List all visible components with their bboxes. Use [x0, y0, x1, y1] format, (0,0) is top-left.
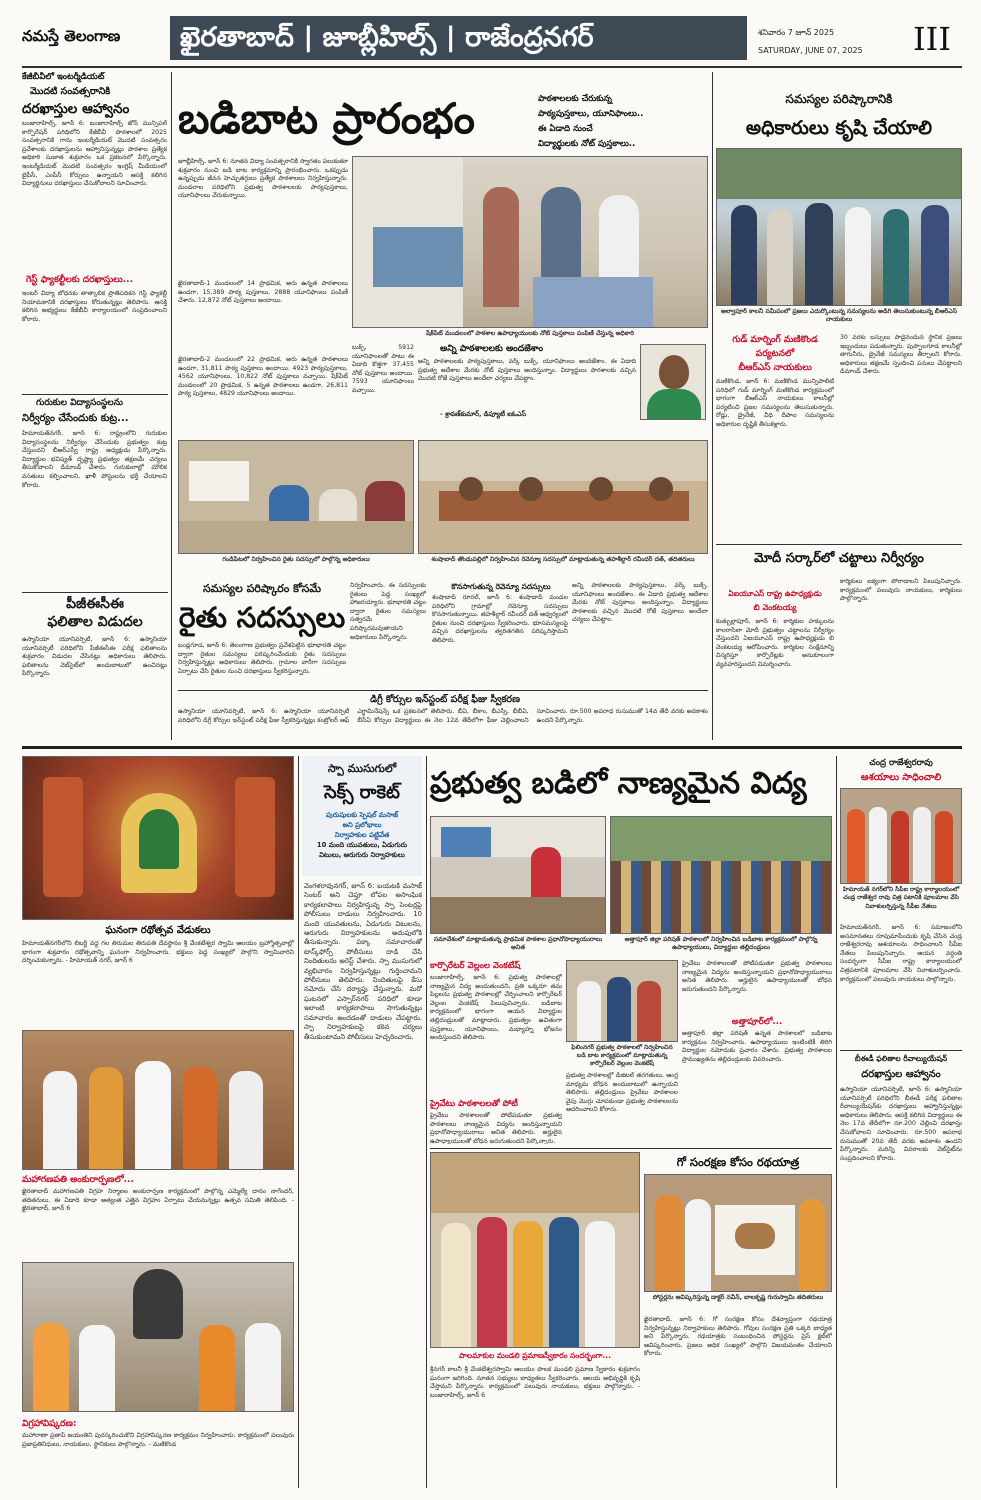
chariot-photo	[22, 756, 294, 920]
chariot-caption: ఘనంగా రథోత్సవ వేడుకలు	[105, 925, 211, 936]
mid-headline: రైతు సదస్సులు	[178, 601, 346, 634]
paper-name: నమస్తే తెలంగాణ	[22, 27, 121, 45]
rb-body: హిమాయత్‌నగర్, జూన్ 6: సమాజంలోని అసమానతలు రూపుమాపేందుకు కృషి చేసిన చండ్ర రాజేశ్వరరావు ఆశయాలను సాధించాలని సీపీఐ నేతలు పిలుపునిచ్చారు. ఆయన వర్ధంతి సందర్భంగా సీపీఐ రాష్ట్ర కార్యాలయంలో చిత్రపటానికి పూలమాల వేసి నివాళులర్పించారు. కార్యక్రమంలో పలువురు నాయకులు పాల్గొన్నారు.	[840, 924, 962, 983]
edu-photo-1	[430, 816, 606, 934]
ganapathi-body: ఖైరతాబాద్ మహాగణపతి విగ్రహ నిర్మాణం అంకురార్పణ కార్యక్రమంలో పాల్గొన్న ఎమ్మెల్యే దానం నాగేందర్, తదితరులు. ఈ ఏడాది కూడా అత్యంత ఎత్తైన విగ్రహం ఏర్పాటు చేయనున్నట్లు ఉత్సవ సమితి తెలిపింది. - ఖైరతాబాద్, జూన్ 6	[22, 1188, 294, 1213]
lead-bullet-2: పాఠ్యపుస్తకాలు, యూనిఫాంలు..	[538, 109, 644, 119]
right-top-sub2-2: బి వెంకటయ్య	[753, 603, 797, 612]
mid-photo-2-caption: శంషాబాద్ తొండుపల్లిలో నిర్వహించిన రెవెన్యూ సదస్సులో మాట్లాడుతున్న తహశీల్దార్ రవీందర్ దత్, తదితరులు	[431, 556, 695, 563]
racket-deck-5: విటులు, ఆరుగురు నిర్వాహకులు	[319, 851, 405, 859]
edu-photo-3-caption: ఫిలింనగర్ ప్రభుత్వ పాఠశాలలో నిర్వహించిన బడి బాట కార్యక్రమంలో మాట్లాడుతున్న కార్పొరేటర్ వెల్లంల వెంకటేష్	[571, 1044, 673, 1067]
right-top-body2: కుత్బుల్లాపూర్, జూన్ 6: కార్మికుల హక్కులను కాలరాసేలా మోదీ ప్రభుత్వం చట్టాలను నిర్వీర్యం చేస్తుందని ఏఐయూఎస్ రాష్ట్ర ఉపాధ్యక్షుడు బి వెంకటయ్య ఆరోపించారు. కార్మికుల సంక్షేమాన్ని విస్మరిస్తూ కార్పొరేట్లకు అనుకూలంగా వ్యవహరిస్తుందని విమర్శించారు.	[716, 618, 834, 668]
chariot-body: హిమాయత్‌నగర్‌లోని లిబర్టీ వద్ద గల తిరుమల తిరుపతి దేవస్థానం శ్రీ వేంకటేశ్వర స్వామి ఆలయం బ్రహ్మోత్సవాల్లో భాగంగా శుక్రవారం రథోత్సవాన్ని ఘనంగా నిర్వహించారు. భక్తులు పెద్ద సంఖ్యలో పాల్గొని స్వామివారిని దర్శించుకున్నారు. - హిమాయత్ నగర్, జూన్ 6	[22, 940, 294, 965]
racket-headline: సెక్స్ రాకెట్	[324, 782, 400, 803]
right-top-body-b: 30 వరకు బస్సులు పాడైనందున స్థానిక ప్రజలు ఇబ్బందులు పడుతున్నారు. పుప్పాలగూడ కాలనీల్లో తాగునీరు, డ్రైనేజీ సమస్యలు తీర్చాలని కోరారు. అధికారులు తక్షణమే స్పందించి పనులు చేపట్టాలని డిమాండ్ చేశారు.	[840, 334, 962, 376]
ganapathi-photo	[22, 1030, 294, 1170]
mid-photo-1-caption: గండిపేటలో నిర్వహించిన రైతు సదస్సులో పాల్గొన్న అధికారులు	[222, 556, 370, 563]
degree-rule	[178, 690, 708, 691]
rb-photo-caption: హిమాయత్ నగర్‌లోని సీపీఐ రాష్ట్ర కార్యాలయంలో చండ్ర రాజేశ్వర రావు చిత్ర పటానికి పూలమాల వేసి నివాళులర్పిస్తున్న సీపీఐ నేతలు	[842, 886, 960, 910]
date-english: SATURDAY, JUNE 07, 2025	[758, 46, 863, 55]
section-banner-title: ఖైరతాబాద్ | జూబ్లీహిల్స్ | రాజేంద్రనగర్	[180, 22, 594, 53]
lead-photo-caption: షేక్‌పేట్ మండలంలో పాఠశాల ఉపాధ్యాయులకు నోట్ పుస్తకాలు పంపిణీ చేస్తున్న అధికారి	[426, 330, 634, 337]
racket-body: వెంగళరావునగర్, జూన్ 6: బయటకి మసాజ్ సెంటర్ అని చెప్తూ లోపల అసాంఘిక కార్యకలాపాలు నిర్వహిస్తున్న స్పా సెంటర్లపై పోలీసులు దాడులు నిర్వహించారు. 10 మంది యువతులను, ఏడుగురు విటులను, ఆరుగురు నిర్వాహకులను అదుపులోకి తీసుకున్నారు. పక్కా సమాచారంతో టాస్క్‌ఫోర్స్ పోలీసులు దాడి చేసి నిందితులను అరెస్ట్ చేశారు. స్పా ముసుగులో వ్యభిచారం నిర్వహిస్తున్నట్లు గుర్తించామని పోలీసులు తెలిపారు. నిందితులపై కేసు నమోదు చేసి దర్యాప్తు చేస్తున్నారు. మరో ఘటనలో ఎస్సార్‌నగర్ పరిధిలో కూడా ఇలాంటి కార్యకలాపాలు సాగుతున్నట్లు సమాచారం అందడంతో దాడులు చేపట్టారు. స్పా నిర్వాహకులపై కఠిన చర్యలు తీసుకుంటామని పోలీసులు హెచ్చరించారు.	[304, 882, 422, 1041]
statue-caption-red: విగ్రహావిష్కరణ:	[22, 1419, 77, 1429]
edu-rule	[430, 1148, 832, 1149]
edu-photo-3	[566, 960, 678, 1042]
col1-body2: ఇంటర్ విద్యా బోధనకు తాత్కాలిక ప్రాతిపదికన గెస్ట్ ఫ్యాకల్టీ నియామకానికి దరఖాస్తులు కోరుతున్నట్లు తెలిపారు. ఆసక్తి కలిగిన అభ్యర్థులు కేజీబీవీ కార్యాలయంలో సంప్రదించాలని కోరారు.	[22, 290, 167, 323]
rb-body2: ఉస్మానియా యూనివర్సిటీ, జూన్ 6: ఉస్మానియా యూనివర్సిటీ పరిధిలోని బీఈడీ పరీక్ష ఫలితాల రీవాల్యుయేషన్‌కు దరఖాస్తులు ఆహ్వానిస్తున్నట్లు అధికారులు తెలిపారు. ఆసక్తి కలిగిన విద్యార్థులు ఈ నెల 17వ తేదీలోగా రూ.200 చెల్లించి దరఖాస్తు చేసుకోవాలని సూచించారు. రూ.500 అపరాధ రుసుముతో 20వ తేదీ వరకు అవకాశం ఉందని పేర్కొన్నారు. మరిన్ని వివరాలకు వెబ్‌సైట్‌ను సంప్రదించాలని కోరారు.	[840, 1086, 962, 1162]
edu-body-col3-text: ప్రైవేటు పాఠశాలలతో పోటీపడుతూ ప్రభుత్వ పాఠశాలలు నాణ్యమైన విద్యను అందిస్తున్నాయని ప్రధానోపాధ్యాయురాలు అనిత తెలిపారు. అర్హులైన ఉపాధ్యాయులతో బోధన జరుగుతుందని పేర్కొన్నారు.	[682, 960, 832, 993]
cow-photo	[644, 1174, 832, 1292]
rb-photo	[840, 788, 962, 884]
mid-body2: శంషాబాద్ రూరల్, జూన్ 6: శంషాబాద్ మండల పరిధిలోని గ్రామాల్లో రెవెన్యూ సదస్సులు కొనసాగుతున్నాయి. తహశీల్దార్ రవీందర్ దత్ ఆధ్వర్యంలో రైతుల నుంచి దరఖాస్తులు స్వీకరించారు. భూసమస్యలపై వచ్చిన దరఖాస్తులను త్వరితగతిన పరిష్కరిస్తామని తెలిపారు.	[432, 594, 568, 644]
col1-head3: పీజీఈసీఈ	[66, 596, 124, 612]
ganapathi-caption-red: మహాగణపతి అంకురార్పణలో...	[22, 1175, 134, 1185]
lead-photo	[352, 156, 708, 328]
right-top-subhead-1: గుడ్ మార్నింగ్ మణికొండ	[732, 335, 818, 345]
lead-bullet-1: పాఠశాలలకు చేరుకున్న	[538, 94, 613, 104]
mid-body: బండ్లగూడ, జూన్ 6: తెలంగాణ ప్రభుత్వం ప్రవేశపెట్టిన భూభారతి చట్టం ద్వారా రైతుల సమస్యలు పరిష్కరించేందుకు రైతు సదస్సులు నిర్వహిస్తున్నట్లు అధికారులు తెలిపారు. గ్రామాల వారీగా సదస్సులు ఏర్పాటు చేసి రైతుల నుంచి దరఖాస్తులు స్వీకరిస్తున్నారు.	[178, 642, 346, 675]
col1-headline: దరఖాస్తుల ఆహ్వానం	[22, 101, 130, 117]
lead-col-b: బుక్స్, 5912 యూనిఫాంలతో పాటు ఈ ఏడాది కొత్తగా 37,455 నోట్ పుస్తకాలు అందాయి. 7593 యూనిఫాంలు వచ్చాయి.	[352, 344, 414, 394]
edu-body4: అత్తాపూర్ జిల్లా పరిషత్ ఉన్నత పాఠశాలలో బడిబాట కార్యక్రమం నిర్వహించారు. ఉపాధ్యాయులు ఇంటింటికీ తిరిగి విద్యార్థుల నమోదుకు ప్రచారం చేశారు. ప్రభుత్వ పాఠశాలల ప్రాముఖ్యతను తల్లిదండ్రులకు వివరించారు.	[682, 1030, 832, 1063]
mid-sub: కొనసాగుతున్న రెవెన్యూ సదస్సులు	[451, 582, 551, 591]
rb-headline: ఆశయాలు సాధించాలి	[860, 772, 942, 783]
racket-deck	[302, 810, 422, 860]
right-top-rule	[716, 544, 962, 545]
edu-subhead3-red: అత్తాపూర్‌లో...	[731, 1017, 783, 1027]
mid-body3: నిర్వహించారు. ఈ సదస్సులకు రైతులు పెద్ద సంఖ్యలో హాజరయ్యారు. భూభారతి చట్టం ద్వారా రైతుల సమస్యలు సత్వరమే పరిష్కారమవుతాయని అధికారులు పేర్కొన్నారు.	[350, 582, 426, 641]
rb-head2: బీఈడీ ఫలితాల రీవాల్యుయేషన్	[854, 1054, 948, 1063]
masthead	[0, 0, 981, 68]
right-top-vrule	[712, 72, 713, 740]
section-divider	[22, 746, 962, 749]
right-top-kicker: సమస్యల పరిష్కారానికి	[785, 92, 893, 106]
lead-side-sig: - శ్రావణ్‌కుమార్, డిప్యూటీ ఐఓఎస్	[440, 410, 526, 418]
racket-deck-3: నిర్వాహకుల పట్టివేత	[334, 831, 390, 839]
statue-body: మహారాణా ప్రతాప్ జయంతిని పురస్కరించుకొని విగ్రహావిష్కరణ కార్యక్రమం నిర్వహించారు. కార్యక్రమంలో పలువురు ప్రజాప్రతినిధులు, నాయకులు, స్థానికులు పాల్గొన్నారు. - మణికొండ	[22, 1432, 294, 1448]
rb-head2b: దరఖాస్తుల ఆహ్వానం	[861, 1069, 941, 1080]
right-top-body: మణికొండ, జూన్ 6: మణికొండ మున్సిపాలిటీ పరిధిలో గుడ్ మార్నింగ్ మణికొండ కార్యక్రమంలో భాగంగా బీఆర్ఎస్ నాయకులు కాలనీల్లో పర్యటించి ప్రజల సమస్యలను తెలుసుకున్నారు. రోడ్లు, డ్రైనేజీ, వీధి దీపాల సమస్యలను అధికారుల దృష్టికి తీసుకెళ్లారు.	[716, 378, 834, 428]
lead-body: జూబ్లీహిల్స్, జూన్ 6: నూతన విద్యా సంవత్సరానికి స్వాగతం పలుకుతూ శుక్రవారం నుంచి బడి బాట కార్యక్రమాన్ని ప్రారంభించారు. ఒకప్పుడు ఉన్నప్పుడు జీవన హెచ్చుతగ్గులు ప్రత్యేక పాఠశాలలు నిర్వహిస్తున్నారు. మండలాల పరిధిలోని ప్రభుత్వ పాఠశాలలకు పాఠ్యపుస్తకాలు, యూనిఫాంలు చేరుకున్నాయి.	[178, 158, 348, 200]
edu-photo-2	[610, 816, 832, 934]
edu-vrule	[836, 756, 837, 1488]
bottom-left-vrule	[298, 756, 299, 1488]
lead-body2: ఖైరతాబాద్-1 మండలంలో 14 ప్రాథమిక, అరు ఉన్నత పాఠశాలలు ఉండగా, 15,389 పాఠ్య పుస్తకాలు, 2888 యూనిఫాంలు పంపిణీ చేశారు. 12,872 నోట్ పుస్తకాలు అందాయి.	[178, 280, 348, 305]
lead-side-head: అన్ని పాఠశాలలకు అందజేశాం	[440, 344, 544, 354]
palamakula-photo	[430, 1152, 640, 1348]
racket-vrule	[426, 756, 427, 1488]
lead-bullets	[538, 92, 716, 162]
deputy-portrait	[640, 344, 706, 420]
edu-body3: ప్రభుత్వ పాఠశాలల్లో డిజిటల్ తరగతులు, ఆంగ్ల మాధ్యమ బోధన అందుబాటులో ఉన్నాయని తెలిపారు. తల్లిదండ్రులు ప్రైవేటు పాఠశాలల వైపు మొగ్గు చూపకుండా ప్రభుత్వ పాఠశాలలను ఆదరించాలని కోరారు.	[566, 1072, 678, 1114]
col1-rule2	[22, 592, 168, 593]
col1-body4: ఉస్మానియా యూనివర్సిటీ, జూన్ 6: ఉస్మానియా యూనివర్సిటీ పరిధిలోని పీజీఈసీఈ పరీక్ష ఫలితాలను శుక్రవారం విడుదల చేసినట్లు అధికారులు తెలిపారు. ఫలితాలను వెబ్‌సైట్‌లో అందుబాటులో ఉంచినట్లు పేర్కొన్నారు.	[22, 636, 167, 678]
section-banner	[170, 16, 747, 60]
edu-body-col3	[682, 960, 832, 1014]
edu-subhead-red: కార్పొరేటర్ వెల్లంల వెంకటేష్	[430, 961, 521, 971]
edu-photo-2-caption: ఆత్తాపూర్ జిల్లా పరిషత్ పాఠశాలలో నిర్వహించిన బడిబాట కార్యక్రమంలో పాల్గొన్న ఉపాధ్యాయులు, విద్యార్థుల తల్లిదండ్రులు	[624, 936, 818, 951]
right-top-photo	[716, 148, 962, 306]
edu-body: బంజారాహిల్స్, జూన్ 6: ప్రభుత్వ పాఠశాలల్లో నాణ్యమైన విద్య అందుతుందని, ప్రతి ఒక్కరూ తమ పిల్లలను ప్రభుత్వ పాఠశాలల్లో చేర్పించాలని కార్పొరేటర్ వెల్లంల వెంకటేష్ పిలుపునిచ్చారు. బడిబాట కార్యక్రమంలో భాగంగా ఆయన విద్యార్థుల తల్లిదండ్రులతో మాట్లాడారు. ప్రభుత్వం ఉచితంగా పుస్తకాలు, యూనిఫాంలు, మధ్యాహ్న భోజనం అందిస్తుందని తెలిపారు.	[430, 974, 562, 1042]
lead-headline: బడిబాట ప్రారంభం	[178, 94, 475, 143]
right-top-subhead-3: బీఆర్ఎస్ నాయకులు	[738, 363, 812, 373]
lead-bullet-3: ఈ ఏడాది నుంచే	[538, 124, 593, 134]
col1-kicker: కేజీబీవీలో ఇంటర్మీడియట్	[22, 72, 105, 82]
col1-head2: గురుకుల విద్యాసంస్థలను	[36, 398, 124, 408]
mid-photo-1	[178, 440, 414, 554]
right-top-subhead-2: పర్యటనలో	[755, 349, 795, 359]
cow-headline: గో సంరక్షణ కోసం రథయాత్ర	[676, 1155, 800, 1169]
mid-body2-cont	[572, 582, 708, 686]
rb-kicker: చంద్ర రాజేశ్వరరావు	[869, 758, 933, 768]
mid-photo-2	[418, 440, 708, 554]
col1-body3: హిమాయత్‌నగర్, జూన్ 6: రాష్ట్రంలోని గురుకుల విద్యాసంస్థలను నిర్వీర్యం చేసేందుకు ప్రభుత్వం కుట్ర చేస్తుందని బీఆర్ఎస్వీ రాష్ట్ర అధ్యక్షుడు పేర్కొన్నారు. విద్యార్థుల భవిష్యత్ దృష్ట్యా ప్రభుత్వం తక్షణమే చర్యలు తీసుకోవాలని డిమాండ్ చేశారు. గురుకులాల్లో మౌలిక వసతులు కల్పించాలని, ఖాళీ పోస్టులను భర్తీ చేయాలని కోరారు.	[22, 430, 167, 489]
right-top-head2: మోదీ సర్కార్‌లో చట్టాలు నిర్వీర్యం	[754, 551, 924, 566]
col1-head3b: ఫలితాల విడుదల	[47, 614, 143, 630]
rb-rule	[840, 1050, 962, 1051]
palamakula-body: శ్రీనగర్ కాలనీ శ్రీ వేంకటేశ్వరస్వామి ఆలయం పాలక మండలి ప్రమాణ స్వీకారం శుక్రవారం ఘనంగా జరిగింది. నూతన సభ్యులు బాధ్యతలు స్వీకరించారు. ఆలయ అభివృద్ధికి కృషి చేస్తామని పేర్కొన్నారు. కార్యక్రమంలో పలువురు నాయకులు, భక్తులు పాల్గొన్నారు. - బంజారాహిల్స్, జూన్ 6	[430, 1366, 640, 1399]
date-telugu: శనివారం 7 జూన్ 2025	[758, 28, 835, 37]
racket-kicker: స్పా ముసుగులో	[327, 762, 397, 775]
col1-head2b: నిర్వీర్యం చేసేందుకు కుట్ర...	[22, 413, 129, 424]
cow-body: ఖైరతాబాద్, జూన్ 6: గో సంరక్షణ కోసం దేశవ్యాప్తంగా రథయాత్ర నిర్వహిస్తున్నట్లు నిర్వాహకులు తెలిపారు. గోవుల సంరక్షణ ప్రతి ఒక్కరి బాధ్యత అని పేర్కొన్నారు. రథయాత్రకు సంబంధించిన పోస్టర్లను ప్రెస్ క్లబ్‌లో ఆవిష్కరించారు. ప్రజలు అధిక సంఖ్యలో పాల్గొని విజయవంతం చేయాలని కోరారు.	[644, 1316, 832, 1358]
lead-bullet-4: విద్యార్థులకు నోట్ పుస్తకాలు..	[538, 139, 636, 149]
racket-deck-1: పురుషులకు స్పెషల్ మసాజ్	[326, 811, 398, 819]
cow-caption: పోస్టర్లను ఆవిష్కరిస్తున్న డాక్టర్ నవీన్, బాలకృష్ణ గురుస్వామి తదితరులు	[652, 1294, 824, 1301]
degree-headline: డిగ్రీ కోర్సుల ఇన్‌స్టంట్ పరీక్ష ఫీజు స్వీకరణ	[370, 694, 520, 705]
statue-photo	[22, 1262, 294, 1412]
mid-body2-cont-text: అన్ని పాఠశాలలకు పాఠ్యపుస్తకాలు, వర్క్ బుక్స్, యూనిఫాంలు అందజేశాం. ఈ ఏడాది ప్రభుత్వ ఆదేశాల మేరకు నోట్ పుస్తకాలు అందిస్తున్నాం. విద్యార్థులు పాఠశాలకు వచ్చిన మొదటి రోజే పుస్తకాలు అందేలా చర్యలు చేపట్టాం.	[572, 582, 708, 624]
lead-side-body: అన్ని పాఠశాలలకు పాఠ్యపుస్తకాలు, వర్క్ బుక్స్, యూనిఫాంలు అందజేశాం. ఈ ఏడాది ప్రభుత్వ ఆదేశాల మేరకు నోట్ పుస్తకాలు అందిస్తున్నాం. విద్యార్థులు పాఠశాలకు వచ్చిన మొదటి రోజే పుస్తకాలు అందేలా చర్యలు చేపట్టాం.	[418, 358, 636, 383]
col1-subhead-red: గెస్ట్ ఫ్యాకల్టీలకు దరఖాస్తులు...	[26, 275, 134, 285]
col1-kicker2: మొదటి సంవత్సరానికి	[30, 86, 111, 97]
palamakula-caption: పాలమాకుల మండలి ప్రమాణస్వీకారం సందర్భంగా...	[459, 1351, 611, 1360]
page-number: III	[913, 20, 951, 58]
edu-photo-1-caption: సమావేశంలో మాట్లాడుతున్న ప్రాథమిక పాఠశాల ప్రధానోపాధ్యాయురాలు అనిత	[433, 936, 603, 951]
mid-kicker: సమస్యల పరిష్కారం కోసమే	[202, 582, 322, 595]
edu-headline: ప్రభుత్వ బడిలో నాణ్యమైన విద్య	[430, 766, 807, 801]
edu-body2: ప్రైవేటు పాఠశాలలతో పోటీపడుతూ ప్రభుత్వ పాఠశాలలు నాణ్యమైన విద్యను అందిస్తున్నాయని ప్రధానోపాధ్యాయురాలు అనిత తెలిపారు. అర్హులైన ఉపాధ్యాయులతో బోధన జరుగుతుందని పేర్కొన్నారు.	[430, 1112, 562, 1144]
right-top-body2b: కార్మికులు ఐక్యంగా పోరాడాలని పిలుపునిచ్చారు. కార్యక్రమంలో పలువురు నాయకులు, కార్మికులు పాల్గొన్నారు.	[840, 578, 962, 603]
right-top-headline: అధికారులు కృషి చేయాలి	[745, 117, 933, 139]
degree-body: ఉస్మానియా యూనివర్సిటీ, జూన్ 6: ఉస్మానియా యూనివర్సిటీ పరిధిలోని డిగ్రీ కోర్సుల ఇన్‌స్టంట్ పరీక్ష ఫీజు స్వీకరిస్తున్నట్లు కంట్రోలర్ ఆఫ్ ఎగ్జామినేషన్స్ ఒక ప్రకటనలో తెలిపారు. బీఏ, బీకాం, బీఎస్సీ, బీబీఏ, బీసీఏ కోర్సుల విద్యార్థులు ఈ నెల 12వ తేదీలోగా ఫీజు చెల్లించాలని సూచించారు. రూ.500 అపరాధ రుసుముతో 14వ తేదీ వరకు అవకాశం ఉందని పేర్కొన్నారు.	[178, 708, 708, 724]
racket-deck-2: అని ప్రలోభాలు	[342, 821, 382, 829]
col1-rule1	[22, 394, 168, 395]
right-top-sub2-1: ఏఐయూఎస్ రాష్ట్ర ఉపాధ్యక్షుడు	[728, 589, 822, 598]
col1-vrule	[171, 72, 172, 740]
racket-deck-4: 10 మంది యువతులు, ఏడుగురు	[316, 841, 408, 849]
edu-subhead2-red: ప్రైవేటు పాఠశాలలతో పోటీ	[430, 1099, 518, 1109]
masthead-rule	[22, 66, 962, 68]
lead-body3: ఖైరతాబాద్-2 మండలంలో 22 ప్రాథమిక, అరు ఉన్నత పాఠశాలలు ఉండగా, 31,811 పాఠ్య పుస్తకాలు అందాయి. 4923 పాఠ్యపుస్తకాలు, 4562 యూనిఫాంలు, 10,822 నోట్ పుస్తకాలు వచ్చాయి. షేక్‌పేట్ మండలంలో 20 ప్రాథమిక, 5 ఉన్నత పాఠశాలలు ఉండగా, 26,811 పాఠ్య పుస్తకాలు, 4829 యూనిఫాంలు అందాయి.	[178, 356, 348, 398]
right-top-photo-caption: అల్వాపూర్ కాలనీ సమీపంలో ప్రజలు ఎదుర్కొంటున్న సమస్యలను అడిగి తెలుసుకుంటున్న బీఆర్ఎస్ నాయకులు	[720, 308, 958, 323]
col1-body: బంజారాహిల్స్, జూన్ 6: బంజారాహిల్స్ జోన్ మున్సిపల్ కార్పొరేషన్ పరిధిలోని కేజీబీవీ పాఠశాలలో 2025 సంవత్సరానికి గాను ఇంటర్మీడియట్ మొదటి సంవత్సరం ప్రవేశాలకు దరఖాస్తులను ఆహ్వానిస్తున్నట్లు పాఠశాల ప్రత్యేక అధికారి సుజాత శుక్రవారం ఒక ప్రకటనలో పేర్కొన్నారు. ఇంటర్మీడియట్ మొదటి సంవత్సరం ఇంగ్లిష్ మీడియంలో బైపీసీ, ఎంపీసీ కోర్సులు ఉన్నాయని ఆసక్తి కలిగిన విద్యార్థినులు దరఖాస్తులు చేసుకోవాలని సూచించారు.	[22, 120, 167, 188]
